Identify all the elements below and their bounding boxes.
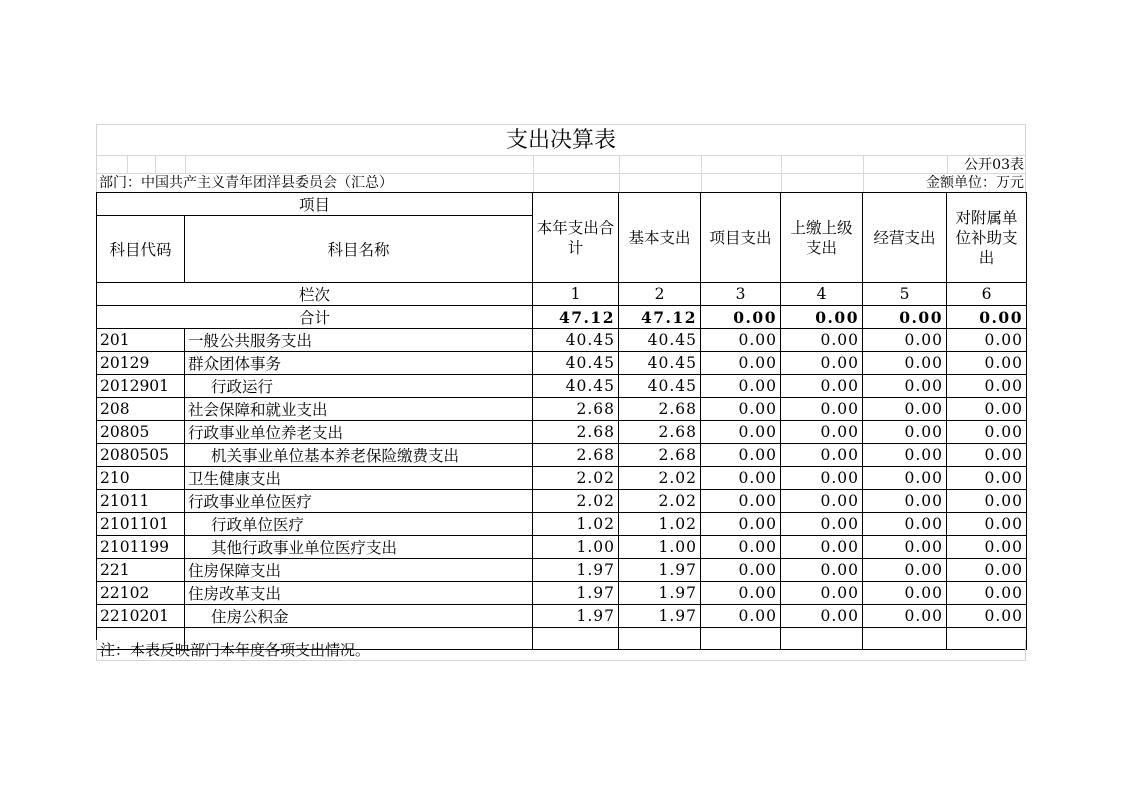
amount-cell: 0.00 [781, 582, 863, 605]
total-label: 合计 [97, 306, 533, 329]
header-col3: 项目支出 [701, 193, 781, 283]
amount-cell: 0.00 [863, 582, 947, 605]
amount-cell: 0.00 [863, 329, 947, 352]
table-row [97, 421, 1027, 444]
table-row [97, 536, 1027, 559]
amount-cell: 0.00 [781, 605, 863, 628]
subject-code: 20805 [97, 421, 185, 444]
table-title: 支出决算表 [96, 124, 1026, 156]
amount-cell: 1.97 [533, 605, 619, 628]
table-row [97, 490, 1027, 513]
amount-cell: 0.00 [947, 559, 1027, 582]
subject-name: 住房保障支出 [185, 559, 533, 582]
subject-name: 行政运行 [185, 375, 533, 398]
amount-cell: 1.02 [533, 513, 619, 536]
header-col2: 基本支出 [619, 193, 701, 283]
table-row [97, 329, 1027, 352]
amount-cell: 0.00 [863, 467, 947, 490]
amount-cell: 0.00 [781, 490, 863, 513]
amount-cell: 0.00 [781, 375, 863, 398]
column-index-6: 6 [947, 283, 1027, 306]
subject-name: 行政事业单位医疗 [185, 490, 533, 513]
amount-cell: 2.02 [619, 467, 701, 490]
column-index-3: 3 [701, 283, 781, 306]
amount-cell: 0.00 [701, 559, 781, 582]
table-row [97, 375, 1027, 398]
total-value: 47.12 [619, 306, 701, 329]
amount-cell: 0.00 [701, 490, 781, 513]
amount-cell: 40.45 [533, 352, 619, 375]
amount-cell: 0.00 [863, 444, 947, 467]
subject-code: 208 [97, 398, 185, 421]
subject-code: 20129 [97, 352, 185, 375]
amount-cell: 2.68 [619, 444, 701, 467]
amount-cell: 2.68 [619, 398, 701, 421]
amount-cell: 1.02 [619, 513, 701, 536]
subject-code: 221 [97, 559, 185, 582]
amount-cell: 0.00 [863, 375, 947, 398]
table-row [97, 605, 1027, 628]
amount-cell: 40.45 [533, 329, 619, 352]
amount-cell: 0.00 [701, 375, 781, 398]
subject-code: 2210201 [97, 605, 185, 628]
amount-cell: 0.00 [947, 398, 1027, 421]
amount-cell: 0.00 [701, 582, 781, 605]
table-row [97, 398, 1027, 421]
amount-cell: 0.00 [863, 605, 947, 628]
unit-label: 金额单位：万元 [926, 175, 1024, 191]
subject-name: 其他行政事业单位医疗支出 [185, 536, 533, 559]
amount-cell: 2.68 [533, 444, 619, 467]
amount-cell: 40.45 [619, 352, 701, 375]
amount-cell: 0.00 [781, 421, 863, 444]
amount-cell: 0.00 [781, 559, 863, 582]
table-row [97, 467, 1027, 490]
amount-cell: 0.00 [863, 559, 947, 582]
amount-cell: 1.00 [533, 536, 619, 559]
amount-cell: 0.00 [947, 605, 1027, 628]
column-index-5: 5 [863, 283, 947, 306]
subject-name: 行政事业单位养老支出 [185, 421, 533, 444]
form-code: 公开03表 [964, 157, 1024, 173]
amount-cell: 2.02 [533, 490, 619, 513]
amount-cell: 0.00 [947, 582, 1027, 605]
amount-cell: 2.68 [533, 421, 619, 444]
amount-cell: 0.00 [781, 398, 863, 421]
amount-cell: 0.00 [701, 605, 781, 628]
amount-cell: 0.00 [863, 490, 947, 513]
amount-cell: 1.97 [619, 605, 701, 628]
total-value: 0.00 [781, 306, 863, 329]
amount-cell: 40.45 [619, 329, 701, 352]
amount-cell: 0.00 [947, 329, 1027, 352]
header-col6: 对附属单位补助支出 [947, 193, 1027, 283]
amount-cell: 0.00 [947, 421, 1027, 444]
amount-cell: 1.97 [533, 559, 619, 582]
amount-cell: 0.00 [701, 398, 781, 421]
amount-cell: 2.02 [533, 467, 619, 490]
table-row [97, 444, 1027, 467]
subject-code: 22102 [97, 582, 185, 605]
amount-cell: 40.45 [533, 375, 619, 398]
department-label: 部门：中国共产主义青年团洋县委员会（汇总） [99, 175, 393, 191]
subject-code: 210 [97, 467, 185, 490]
amount-cell: 1.97 [619, 559, 701, 582]
amount-cell: 1.97 [533, 582, 619, 605]
header-name: 科目名称 [185, 216, 533, 283]
amount-cell: 0.00 [947, 444, 1027, 467]
amount-cell: 0.00 [863, 536, 947, 559]
column-index-4: 4 [781, 283, 863, 306]
amount-cell: 1.00 [619, 536, 701, 559]
table-row [97, 513, 1027, 536]
total-value: 0.00 [863, 306, 947, 329]
amount-cell: 0.00 [701, 329, 781, 352]
amount-cell: 0.00 [863, 513, 947, 536]
subject-name: 行政单位医疗 [185, 513, 533, 536]
subject-name: 一般公共服务支出 [185, 329, 533, 352]
footnote: 注：本表反映部门本年度各项支出情况。 [96, 640, 1026, 661]
amount-cell: 0.00 [863, 421, 947, 444]
subject-name: 住房改革支出 [185, 582, 533, 605]
subject-name: 住房公积金 [185, 605, 533, 628]
table-row [97, 352, 1027, 375]
amount-cell: 0.00 [701, 536, 781, 559]
amount-cell: 0.00 [701, 421, 781, 444]
column-index-2: 2 [619, 283, 701, 306]
header-col1: 本年支出合计 [533, 193, 619, 283]
amount-cell: 0.00 [781, 444, 863, 467]
amount-cell: 40.45 [619, 375, 701, 398]
column-index-1: 1 [533, 283, 619, 306]
subject-code: 201 [97, 329, 185, 352]
amount-cell: 2.68 [533, 398, 619, 421]
amount-cell: 0.00 [947, 536, 1027, 559]
header-col5: 经营支出 [863, 193, 947, 283]
header-item: 项目 [97, 193, 533, 216]
subject-name: 机关事业单位基本养老保险缴费支出 [185, 444, 533, 467]
amount-cell: 0.00 [863, 398, 947, 421]
subject-name: 卫生健康支出 [185, 467, 533, 490]
amount-cell: 0.00 [781, 513, 863, 536]
amount-cell: 0.00 [947, 352, 1027, 375]
amount-cell: 0.00 [701, 352, 781, 375]
total-value: 47.12 [533, 306, 619, 329]
amount-cell: 0.00 [947, 490, 1027, 513]
header-col4: 上缴上级支出 [781, 193, 863, 283]
amount-cell: 0.00 [781, 329, 863, 352]
amount-cell: 1.97 [619, 582, 701, 605]
subject-code: 21011 [97, 490, 185, 513]
table-row [97, 559, 1027, 582]
amount-cell: 0.00 [781, 352, 863, 375]
amount-cell: 0.00 [701, 444, 781, 467]
subject-code: 2101101 [97, 513, 185, 536]
amount-cell: 0.00 [947, 375, 1027, 398]
table-row [97, 582, 1027, 605]
amount-cell: 0.00 [701, 467, 781, 490]
subject-code: 2101199 [97, 536, 185, 559]
amount-cell: 0.00 [701, 513, 781, 536]
amount-cell: 2.02 [619, 490, 701, 513]
total-value: 0.00 [701, 306, 781, 329]
column-index-label: 栏次 [97, 283, 533, 306]
header-code: 科目代码 [97, 216, 185, 283]
expenditure-table [96, 192, 1027, 650]
subject-name: 群众团体事务 [185, 352, 533, 375]
total-value: 0.00 [947, 306, 1027, 329]
amount-cell: 0.00 [863, 352, 947, 375]
subject-code: 2080505 [97, 444, 185, 467]
amount-cell: 0.00 [781, 536, 863, 559]
amount-cell: 0.00 [947, 513, 1027, 536]
subject-code: 2012901 [97, 375, 185, 398]
amount-cell: 0.00 [781, 467, 863, 490]
amount-cell: 0.00 [947, 467, 1027, 490]
subject-name: 社会保障和就业支出 [185, 398, 533, 421]
amount-cell: 2.68 [619, 421, 701, 444]
